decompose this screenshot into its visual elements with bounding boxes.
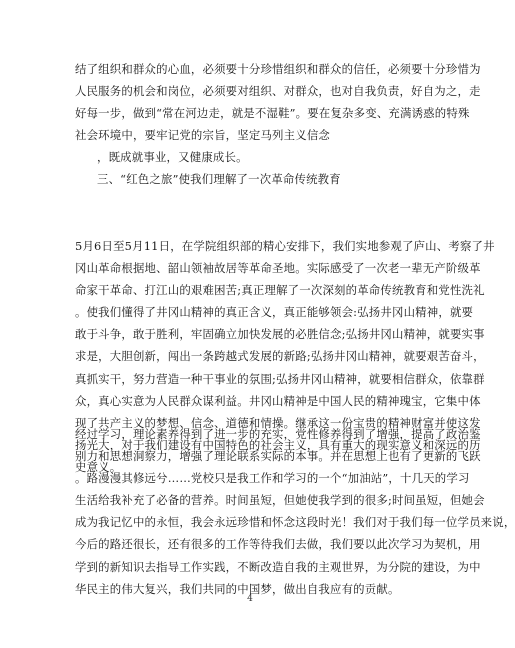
text-line: 真抓实干，努力营造一种干事业的氛围;弘扬井冈山精神，就要相信群众，依靠群 (75, 371, 485, 386)
text-line: 。使我们懂得了井冈山精神的真正含义，真正能够领会:弘扬井冈山精神，就要 (75, 305, 474, 320)
text-line: 求是，大胆创新，闯出一条跨越式发展的新路;弘扬井冈山精神，就要艰苦奋斗， (75, 349, 485, 364)
text-line: 扬光大，对于我们建设有中国特色的社会主义，具有重大的现实意义和深远的历 (75, 437, 481, 452)
text-line: 成为我记忆中的永恒，我会永远珍惜和怀念这段时光！我们对于我们每一位学员来说， (75, 515, 515, 530)
text-line: 命家干革命、打江山的艰难困苦;真正理解了一次深刻的革命传统教育和党性洗礼 (75, 283, 485, 298)
text-line: 生活给我补充了必备的营养。时间虽短，但她使我学到的很多;时间虽短，但她会 (75, 493, 485, 508)
text-line: 史意义。 (75, 459, 122, 474)
text-line: 现了共产主义的梦想、信念、道德和情操。继承这一份宝贵的精神财富并使这发 (75, 415, 481, 430)
text-line: 学到的新知识去指导工作实践，不断改造自我的主观世界，为分院的建设，为中 (75, 559, 481, 574)
page-number: 4 (247, 594, 253, 604)
text-line: 社会环境中，要牢记党的宗旨，坚定马列主义信念 (75, 128, 330, 143)
text-line: 别力和思想洞察力，增强了理论联系实际的本事。并在思想上也有了更新的飞跃 (75, 449, 481, 464)
section-heading: 三、“红色之旅”使我们理解了一次革命传统教育 (97, 172, 341, 187)
text-line: 好每一步，做到“常在河边走，就是不湿鞋”。要在复杂多变、充满诱惑的特殊 (75, 106, 470, 121)
paragraph-conclusion (75, 423, 515, 600)
text-line: 华民主的伟大复兴，我们共同的中国梦，做出自我应有的贡献。 (75, 581, 400, 596)
text-line: 人民服务的机会和岗位，必须要对组织、对群众，也对自我负责，好自为之，走 (75, 84, 481, 99)
text-line: 敢于斗争，敢于胜利，牢固确立加快发展的必胜信念;弘扬井冈山精神，就要实事 (75, 327, 485, 342)
text-line: 5月6日至5月11日，在学院组织部的精心安排下，我们实地参观了庐山、考察了井 (75, 239, 495, 253)
text-line: 冈山革命根据地、韶山领袖故居等革命圣地。实际感受了一次老一辈无产阶级革 (75, 261, 481, 276)
text-line: 。路漫漫其修远兮……党校只是我工作和学习的一个“加油站”，十几天的学习 (75, 471, 470, 486)
paragraph-continuation (75, 58, 481, 191)
text-line: 经过学习，理论素养得到了进一步的充实，党性修养得到了增强，提高了政治鉴 (75, 427, 481, 441)
text-line: 众，真心实意为人民群众谋利益。井冈山精神是中国人民的精神瑰宝，它集中体 (75, 393, 481, 408)
text-line: 今后的路还很长，还有很多的工作等待我们去做，我们要以此次学习为契机，用 (75, 537, 481, 552)
text-line: 结了组织和群众的心血，必须要十分珍惜组织和群众的信任，必须要十分珍惜为 (75, 62, 481, 76)
text-line: ，既成就事业，又健康成长。 (97, 150, 248, 165)
